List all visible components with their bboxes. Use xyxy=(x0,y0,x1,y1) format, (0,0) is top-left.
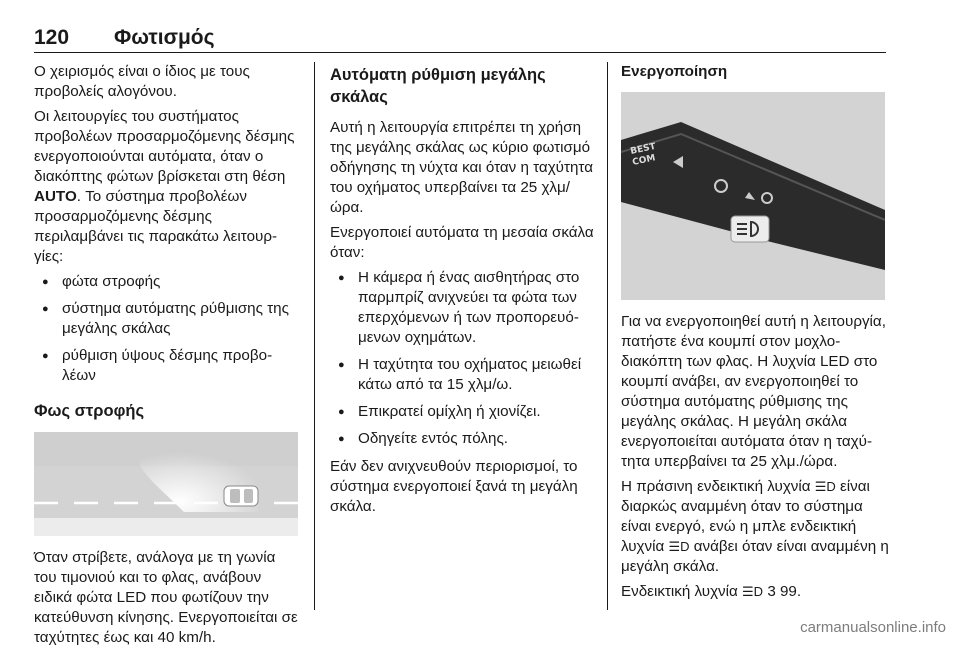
list-item: ● Η ταχύτητα του οχήματος μειωθεί κάτω από τα 15 χλμ/ω. xyxy=(330,355,598,395)
text: . Το σύστημα προβολέων προσαρμοζόμενης δέσμης περιλαμβάνει τις παρακάτω λειτουργίες: xyxy=(34,188,278,265)
column-1 xyxy=(34,62,300,653)
paragraph: Αυτή η λειτουργία επιτρέπει τη χρήση της μεγάλης σκάλας ως κύριο φωτισμό οδήγησης τη νύχτα και όταν η ταχύτητα του οχήματος υπερβαίνει τα 25 χλμ/ώρα. xyxy=(330,119,593,216)
page-number: 120 xyxy=(34,26,70,49)
section-heading: Αυτόματη ρύθμιση μεγάλης σκάλας xyxy=(330,66,546,106)
text: είναι διαρκώς αναμμένη όταν το σύστημα είναι ενεργό, ενώ η μπλε ενδεικτική λυχνία xyxy=(621,478,870,555)
list-item: ● Η κάμερα ή ένας αισθητήρας στο παρμπρίζ ανιχνεύει τα φώτα των επερχόμενων ή των προπορευόμενων οχημάτων. xyxy=(330,268,598,348)
text: Η πράσινη ενδεικτική λυχνία xyxy=(621,478,815,495)
high-beam-assist-icon: ☰D xyxy=(742,584,764,599)
high-beam-assist-icon: ☰D xyxy=(814,479,836,494)
column-divider xyxy=(607,62,608,610)
column-3 xyxy=(621,62,893,607)
paragraph xyxy=(34,107,300,267)
text: Οι λειτουργίες του συστήματος προβολέων προσαρμοζόμενης δέσμης ενεργοποιούνται αυτόματα, όταν ο διακόπτης φώτων βρίσκεται στη θέση xyxy=(34,108,295,185)
list-item: ● Επικρατεί ομίχλη ή χιονίζει. xyxy=(330,402,598,422)
stalk-label: COM xyxy=(631,153,657,168)
paragraph: Όταν στρίβετε, ανάλογα με τη γωνία του τιμονιού και το φλας, ανάβουν ειδικά φώτα LED που φωτίζουν την κατεύθυνση κίνησης. Ενεργοποιείται σε ταχύτητες έως και 40 km/h. xyxy=(34,549,298,646)
list-item: ● Οδηγείτε εντός πόλης. xyxy=(330,429,598,449)
list-item: ● φώτα στροφής xyxy=(34,272,300,292)
paragraph xyxy=(621,582,893,602)
road-car-icon xyxy=(34,432,298,536)
cornering-light-illustration xyxy=(34,432,298,536)
paragraph xyxy=(621,477,893,577)
list-item: ● ρύθμιση ύψους δέσμης προβολέων xyxy=(34,346,300,386)
stalk-label: BEST xyxy=(629,141,657,157)
section-heading: Ενεργοποίηση xyxy=(621,63,728,80)
paragraph: Ενεργοποιεί αυτόματα τη μεσαία σκάλα όταν: xyxy=(330,224,594,261)
auto-label: AUTO xyxy=(34,188,77,205)
condition-list xyxy=(330,268,598,449)
text: ανάβει όταν είναι αναμμένη η μεγάλη σκάλα. xyxy=(621,538,889,575)
paragraph: Για να ενεργοποιηθεί αυτή η λειτουργία, πατήστε ένα κουμπί στον μοχλοδιακόπτη των φλας. Η λυχνία LED στο κουμπί ανάβει, αν ενεργοποιηθεί το σύστημα αυτόματης ρύθμισης της μεγάλης σκάλας. Η μεγάλη σκάλα ενεργοποιείται αυτόματα όταν η ταχύτητα υπερβαίνει τα 25 χλμ./ώρα. xyxy=(621,313,886,470)
page-reference-icon: 3 xyxy=(767,583,776,600)
list-item: ● σύστημα αυτόματης ρύθμισης της μεγάλης σκάλας xyxy=(34,299,300,339)
text: Ενδεικτική λυχνία xyxy=(621,583,743,600)
turn-signal-stalk-illustration xyxy=(621,92,885,300)
paragraph: Ο χειρισμός είναι ο ίδιος με τους προβολείς αλογόνου. xyxy=(34,63,250,100)
paragraph: Εάν δεν ανιχνευθούν περιορισμοί, το σύστημα ενεργοποιεί ξανά τη μεγάλη σκάλα. xyxy=(330,458,578,515)
page-header xyxy=(34,24,886,53)
section-heading: Φως στροφής xyxy=(34,402,145,420)
watermark: carmanualsonline.info xyxy=(800,619,946,636)
section-title: Φωτισμός xyxy=(114,26,215,49)
high-beam-icon: ☰D xyxy=(668,539,690,554)
text: 99. xyxy=(775,583,802,600)
stalk-icon xyxy=(621,92,885,300)
feature-list xyxy=(34,272,300,386)
column-divider xyxy=(314,62,315,610)
column-2 xyxy=(330,62,598,522)
